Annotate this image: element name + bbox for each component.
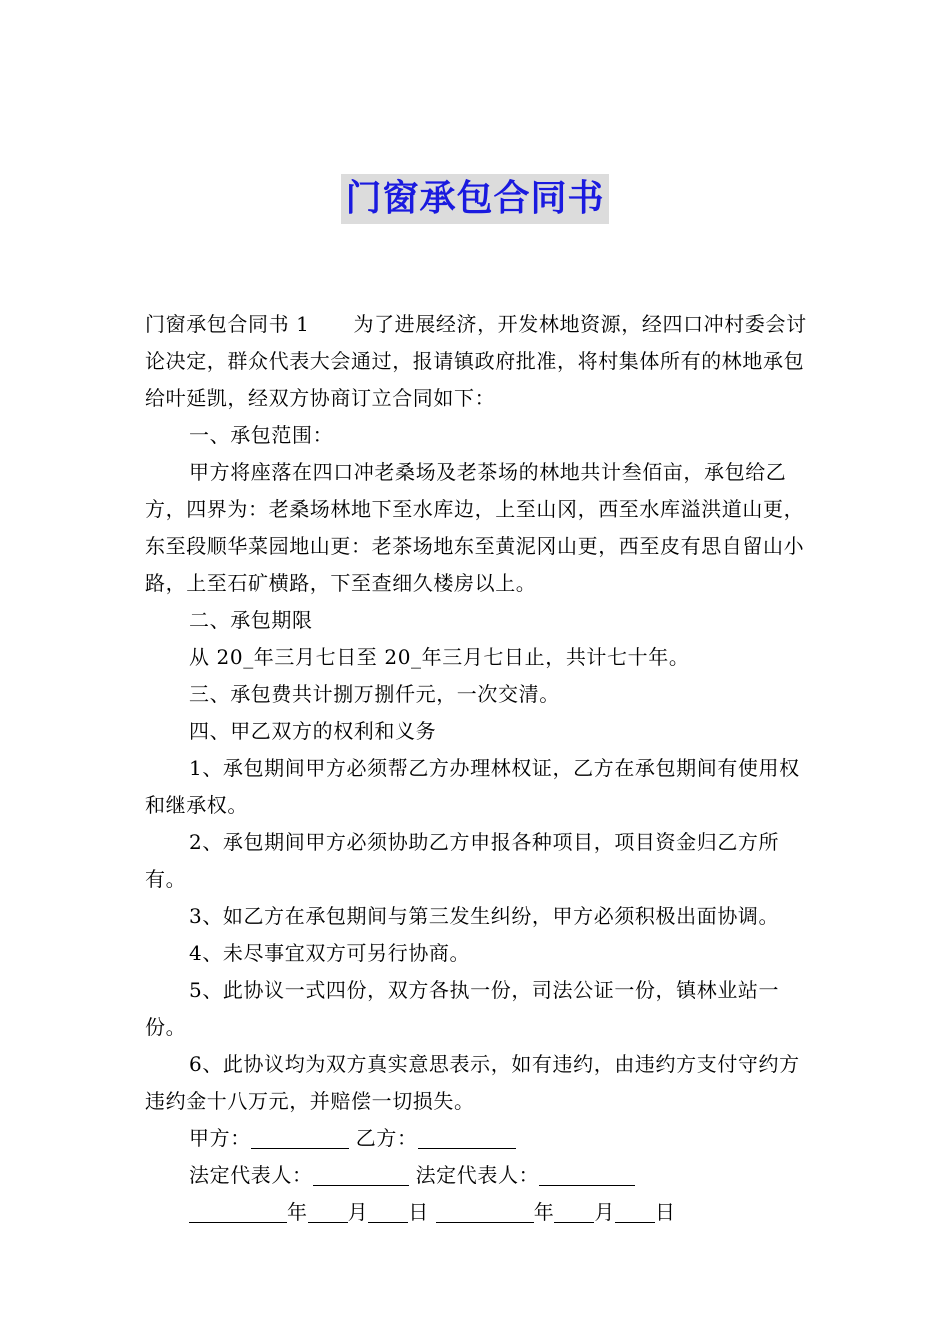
party-a-blank[interactable]	[251, 1126, 349, 1149]
section-1-heading: 一、承包范围：	[189, 423, 334, 447]
section-2-heading: 二、承包期限	[189, 608, 313, 632]
rep-a-label: 法定代表人：	[189, 1163, 313, 1187]
signature-representatives-line	[145, 1157, 810, 1194]
date-a-month-label: 月	[347, 1200, 369, 1224]
section-4-item-3: 3、如乙方在承包期间与第三发生纠纷，甲方必须积极出面协调。	[189, 904, 780, 928]
date-a-day-label: 日	[408, 1200, 429, 1224]
signature-parties-line	[145, 1120, 810, 1157]
section-3-text: 三、承包费共计捌万捌仟元，一次交清。	[189, 682, 560, 706]
date-b-year-label: 年	[533, 1200, 555, 1224]
document-title	[0, 174, 950, 224]
section-4-item-6: 6、此协议均为双方真实意思表示，如有违约，由违约方支付守约方违约金十八万元，并赔偿一切损失。	[145, 1052, 800, 1113]
party-b-label: 乙方：	[355, 1126, 418, 1150]
date-b-month-blank[interactable]	[554, 1200, 594, 1223]
rep-b-blank[interactable]	[539, 1163, 635, 1186]
section-4-item-2: 2、承包期间甲方必须协助乙方申报各种项目，项目资金归乙方所有。	[145, 830, 780, 891]
section-4-heading: 四、甲乙双方的权利和义务	[189, 719, 437, 743]
rep-a-blank[interactable]	[313, 1163, 409, 1186]
document-body	[145, 306, 810, 1231]
intro-paragraph	[145, 306, 810, 417]
date-b-month-label: 月	[594, 1200, 616, 1224]
signature-date-line	[145, 1194, 810, 1231]
document-title-text: 门窗承包合同书	[341, 174, 608, 224]
section-2-text: 从 20_年三月七日至 20_年三月七日止，共计七十年。	[189, 645, 690, 669]
rep-b-label: 法定代表人：	[415, 1163, 540, 1187]
date-a-year-label: 年	[287, 1200, 308, 1224]
date-a-day-blank[interactable]	[368, 1200, 408, 1223]
section-1-text: 甲方将座落在四口冲老桑场及老茶场的林地共计叁佰亩，承包给乙方，四界为：老桑场林地下至水库边，上至山冈，西至水库溢洪道山更，东至段顺华菜园地山更：老茶场地东至黄泥冈山更，西至皮有思自留山小路，上至石矿横路，下至查细久楼房以上。	[145, 460, 805, 595]
section-4-item-4: 4、未尽事宜双方可另行协商。	[189, 941, 471, 965]
date-b-day-blank[interactable]	[615, 1200, 655, 1223]
date-a-month-blank[interactable]	[308, 1200, 348, 1223]
intro-text: 为了进展经济，开发林地资源，经四口冲村委会讨论决定，群众代表大会通过，报请镇政府批准，将村集体所有的林地承包给叶延凯，经双方协商订立合同如下：	[145, 312, 807, 410]
party-b-blank[interactable]	[418, 1126, 516, 1149]
intro-heading: 门窗承包合同书 1	[145, 312, 310, 336]
section-4-item-1: 1、承包期间甲方必须帮乙方办理林权证，乙方在承包期间有使用权和继承权。	[145, 756, 800, 817]
date-a-year-blank[interactable]	[189, 1200, 287, 1223]
date-b-day-label: 日	[655, 1200, 676, 1224]
section-4-item-5: 5、此协议一式四份，双方各执一份，司法公证一份，镇林业站一份。	[145, 978, 780, 1039]
party-a-label: 甲方：	[189, 1126, 251, 1150]
date-b-year-blank[interactable]	[436, 1200, 534, 1223]
